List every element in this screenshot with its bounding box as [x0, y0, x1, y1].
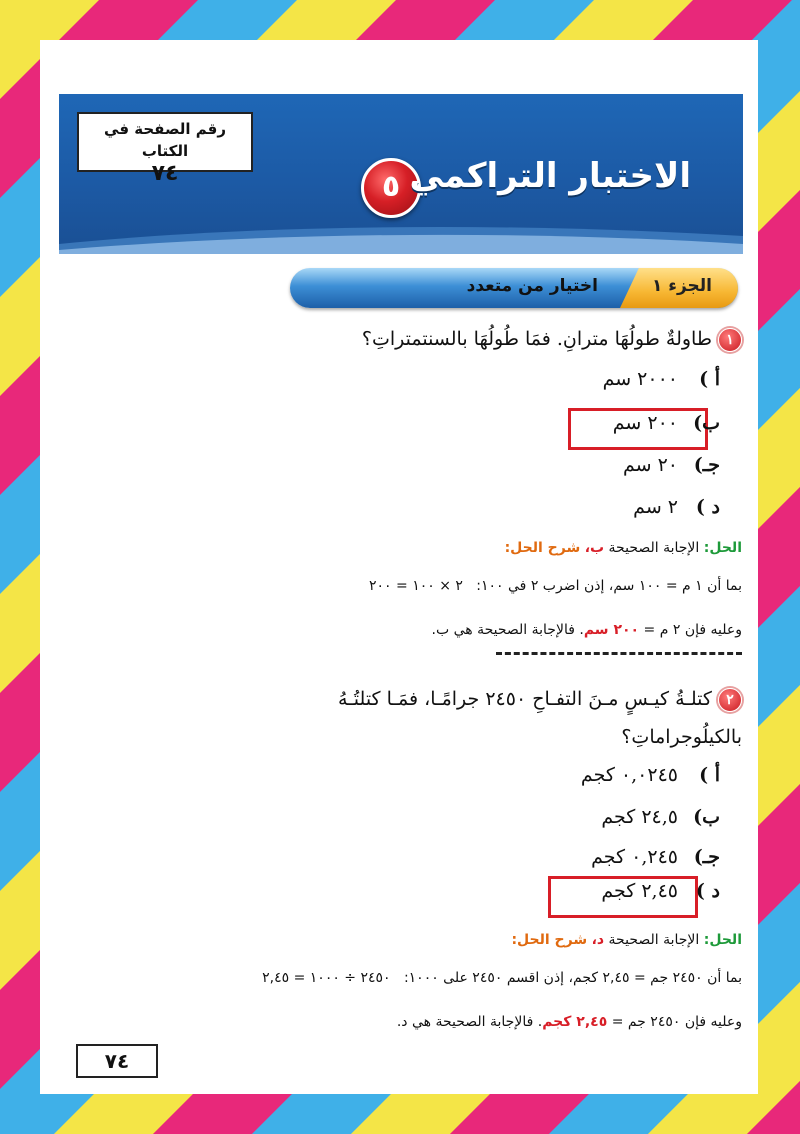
q2-option-a[interactable]	[581, 764, 720, 786]
q2-option-b[interactable]	[601, 806, 720, 828]
option-letter: أ )	[699, 764, 720, 786]
banner-wave	[59, 214, 743, 254]
option-letter: د )	[695, 496, 720, 518]
q2-solution-line-1	[262, 970, 742, 986]
solution-text: الإجابة الصحيحة	[608, 932, 700, 948]
conclusion-value: ٢٠٠ سم	[583, 622, 640, 638]
option-letter: جـ)	[693, 454, 720, 476]
solution-step: بما أن ١ م = ١٠٠ سم، إذن اضرب ٢ في ١٠٠:	[476, 578, 742, 594]
q1-solution-line-1	[369, 578, 742, 594]
option-letter: ب)	[693, 412, 720, 434]
book-page-label: رقم الصفحة في الكتاب	[104, 120, 226, 160]
header-banner	[59, 94, 743, 254]
conclusion-suffix: . فالإجابة الصحيحة هي ب.	[431, 622, 584, 638]
explanation-label: شرح الحل:	[511, 932, 588, 948]
option-value: ٢٠٠٠ سم	[602, 368, 678, 390]
page-title: الاختبار التراكمي	[409, 156, 691, 196]
book-page-number: ٧٤	[151, 161, 179, 186]
page-number-box: ٧٤	[76, 1044, 158, 1078]
explanation-label: شرح الحل:	[504, 540, 581, 556]
q1-solution-header	[505, 540, 742, 556]
option-value: ٠,٢٤٥ كجم	[591, 846, 678, 868]
page-sheet	[40, 40, 758, 1094]
question-number-badge: ٢	[718, 688, 742, 712]
solution-text: الإجابة الصحيحة	[608, 540, 700, 556]
option-value: ٢,٤٥ كجم	[601, 880, 678, 902]
q1-option-b[interactable]	[613, 412, 720, 434]
lesson-number-badge: ٥	[361, 158, 421, 218]
q1-option-c[interactable]	[623, 454, 720, 476]
question-1	[362, 320, 742, 358]
book-page-reference	[77, 112, 253, 186]
option-value: ٢٠٠ سم	[612, 412, 678, 434]
part-title: اختيار من متعدد	[466, 276, 598, 296]
conclusion-text: وعليه فإن ٢ م =	[643, 622, 742, 638]
option-value: ٠,٠٢٤٥ كجم	[580, 764, 678, 786]
q1-option-d[interactable]	[633, 496, 720, 518]
conclusion-value: ٢,٤٥ كجم	[542, 1014, 608, 1030]
question-text-line-1: كتلـةُ كيـسٍ مـنَ التفـاحِ ٢٤٥٠ جرامًـا، فمَـا كتلتُـهُ	[338, 688, 712, 710]
answer-letter: ب،	[584, 540, 605, 556]
q2-solution-line-2	[397, 1014, 742, 1030]
part-tag-label: الجزء ١	[651, 276, 712, 296]
option-value: ٢٠ سم	[622, 454, 678, 476]
q1-option-a[interactable]	[603, 368, 720, 390]
option-value: ٢ سم	[633, 496, 678, 518]
q1-solution-line-2	[432, 622, 743, 638]
solution-label: الحل:	[703, 932, 742, 948]
solution-equation: ٢٤٥٠ ÷ ١٠٠٠ = ٢,٤٥	[262, 970, 391, 986]
q2-solution-header	[511, 932, 742, 948]
option-letter: جـ)	[693, 846, 720, 868]
conclusion-suffix: . فالإجابة الصحيحة هي د.	[396, 1014, 543, 1030]
option-letter: أ )	[699, 368, 720, 390]
solution-equation: ٢ × ١٠٠ = ٢٠٠	[368, 578, 463, 594]
part-header-bar	[290, 268, 738, 308]
question-2	[338, 680, 742, 756]
option-letter: د )	[695, 880, 720, 902]
question-text: طاولةٌ طولُهَا مترانِ. فمَا طُولُهَا بالسنتمتراتِ؟	[361, 328, 712, 350]
solution-step: بما أن ٢٤٥٠ جم = ٢,٤٥ كجم، إذن اقسم ٢٤٥٠ على ١٠٠٠:	[403, 970, 742, 986]
q2-option-d[interactable]	[601, 880, 720, 902]
q2-option-c[interactable]	[591, 846, 720, 868]
option-letter: ب)	[693, 806, 720, 828]
conclusion-text: وعليه فإن ٢٤٥٠ جم =	[611, 1014, 742, 1030]
question-text-line-2: بالكيلُوجراماتِ؟	[621, 726, 742, 748]
separator-dashes	[496, 652, 742, 655]
option-value: ٢٤,٥ كجم	[601, 806, 678, 828]
answer-letter: د،	[591, 932, 605, 948]
solution-label: الحل:	[703, 540, 742, 556]
question-number-badge: ١	[718, 328, 742, 352]
